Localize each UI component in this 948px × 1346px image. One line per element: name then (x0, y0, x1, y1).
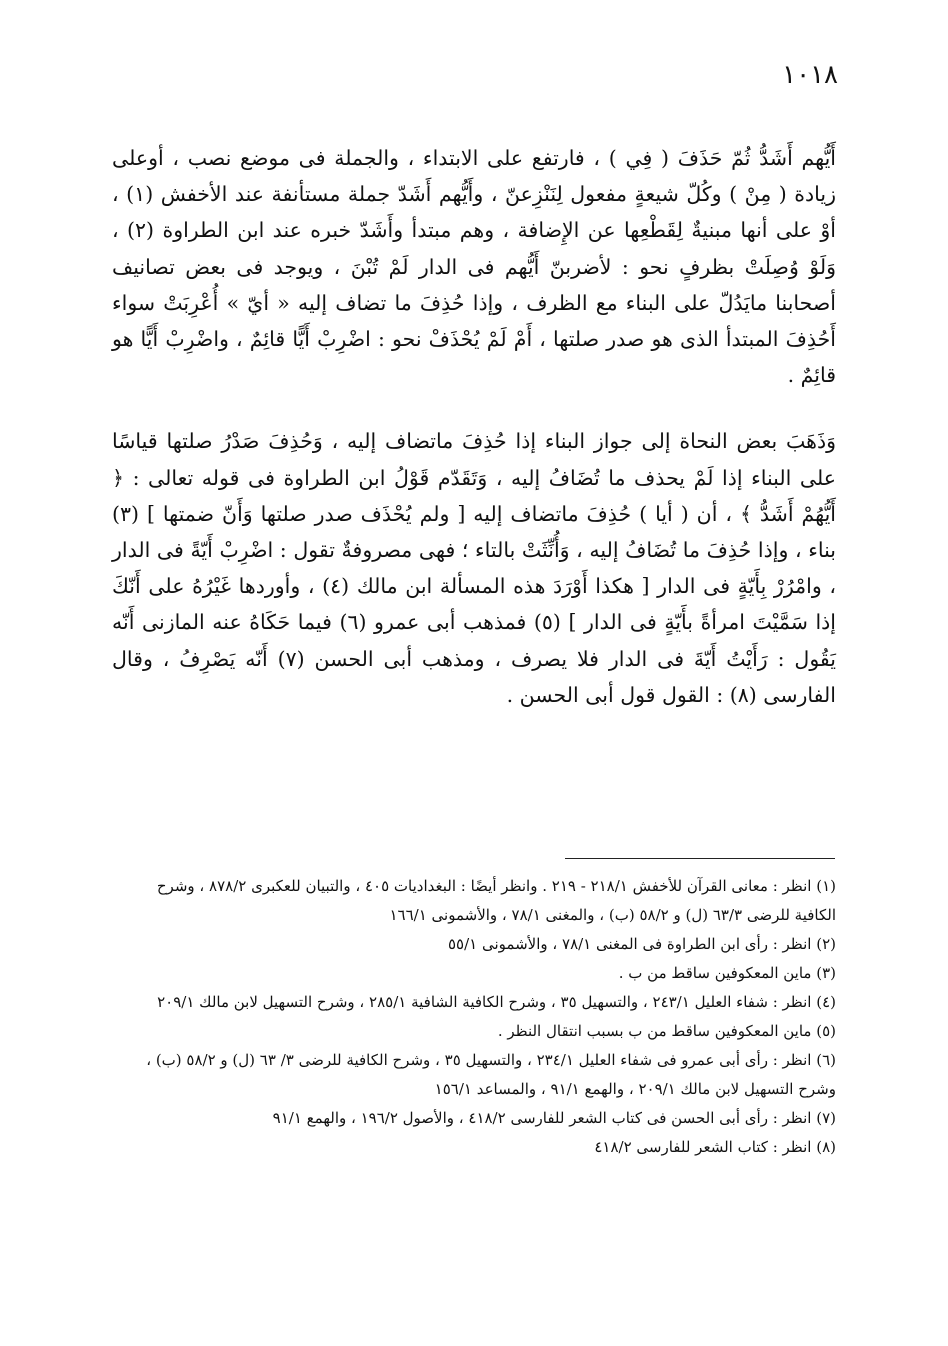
footnote-2: (٢) انظر : رأى ابن الطراوة فى المغنى ٧٨/١ ، والأشمونى ٥٥/١ (448, 935, 836, 953)
footnote-4: (٤) انظر : شفاء العليل ٢٤٣/١ ، والتسهيل ٣٥ ، وشرح الكافية الشافية ٢٨٥/١ ، وشرح التسهيل لابن مالك ٢٠٩/١ (157, 993, 836, 1011)
paragraph-2: وَذَهَبَ بعض النحاة إلى جواز البناء إذا حُذِفَ ماتضاف إليه ، وَحُذِفَ صَدْرُ صلتها قياسًا على البناء إذا لَمْ يحذف ما تُضَافُ إليه ، وَتَقَدّم قَوْلُ ابن الطراوة فى قوله تعالى : ﴿ أَيُّهُمْ أَشَدُّ ﴾ ، أن ( أيا ) حُذِفَ ماتضاف إليه [ ولم يُحْذَف صدر صلتها وَأَنّ ضمتها ] (٣) بناء ، وإذا حُذِفَ ما تُضَافُ إليه ، وَأُنِّثَتْ بالتاء ؛ فهى مصروفةٌ تقول : اضْرِبْ أَيّةً فى الدار ، وامْرُرْ بِأَيّةٍ فى الدار [ هكذا أَوْرَدَ هذه المسألة ابن مالك (٤) ، وأوردها غَيْرُهُ على أَنّكَ إذا سَمَّيْتَ امرأةً بأَيّةٍ فى الدار ] (٥) فمذهب أبى عمرو (٦) فيما حَكَاهُ عنه المازنى أَنّه يَقُول : رَأَيْتُ أَيّةَ فى الدار فلا يصرف ، ومذهب أبى الحسن (٧) أَنّه يَصْرِفُ ، وقال الفارسى (٨) : القول قول أبى الحسن . (112, 429, 836, 707)
footnotes (112, 872, 836, 1162)
footnote-divider (565, 858, 835, 859)
footnote-5: (٥) ماين المعكوفين ساقط من ب بسبب انتقال النظر . (497, 1022, 836, 1040)
footnote-7: (٧) انظر : رأى أبى الحسن فى كتاب الشعر للفارسى ٤١٨/٢ ، والأصول ١٩٦/٢ ، والهمع ٩١/١ (272, 1109, 836, 1127)
page-number: ١٠١٨ (782, 60, 838, 90)
main-text (112, 140, 836, 713)
paragraph-1: أَيُّهم أَشَدُّ ثُمّ حَذَفَ ( فِي ) ، فارتفع على الابتداء ، والجملة فى موضع نصب ، أوعلى زيادة ( مِنْ ) وكُلّ شيعةٍ مفعول لِنَنْزِعنّ ، وأَيُّهم أَشَدّ جملة مستأنفة عند الأخفش (١) ، أوْ على أنها مبنيةٌ لِقَطْعِها عن الإِضافة ، وهم مبتدأ وأَشَدّ خبره عند ابن الطراوة (٢) ، وَلَوْ وُصِلَتْ بظرفٍ نحو : لأضربنّ أَيُّهم فى الدار لَمْ تُبْنَ ، ويوجد فى بعض تصانيف أصحابنا مايَدُلّ على البناء مع الظرف ، وإذا حُذِفَ ما تضاف إليه « أيّ » أُعْرِبَتْ سواء أَحُذِفَ المبتدأ الذى هو صدر صلتها ، أَمْ لَمْ يُحْذَفْ نحو : اضْرِبْ أَيًّا قائِمٌ ، واضْرِبْ أَيًّا هو قائِمٌ . (112, 146, 837, 388)
footnote-6: (٦) انظر : رأى أبى عمرو فى شفاء العليل ٢٣٤/١ ، والتسهيل ٣٥ ، وشرح الكافية للرضى ٣/ ٦٣ (ل) و ٥٨/٢ (ب) ، وشرح التسهيل لابن مالك ٢٠٩/١ ، والهمع ٩١/١ ، والمساعد ١٥٦/١ (146, 1051, 836, 1098)
footnote-1: (١) انظر : معانى القرآن للأخفش ٢١٨/١ - ٢١٩ . وانظر أيضًا : البغداديات ٤٠٥ ، والتبيان للعكبرى ٨٧٨/٢ ، وشرح الكافية للرضى ٦٣/٣ (ل) و ٥٨/٢ (ب) ، والمغنى ٧٨/١ ، والأشمونى ١٦٦/١ (156, 877, 836, 924)
footnote-3: (٣) ماين المعكوفين ساقط من ب . (618, 964, 836, 982)
footnote-8: (٨) انظر : كتاب الشعر للفارسى ٤١٨/٢ (594, 1138, 836, 1156)
